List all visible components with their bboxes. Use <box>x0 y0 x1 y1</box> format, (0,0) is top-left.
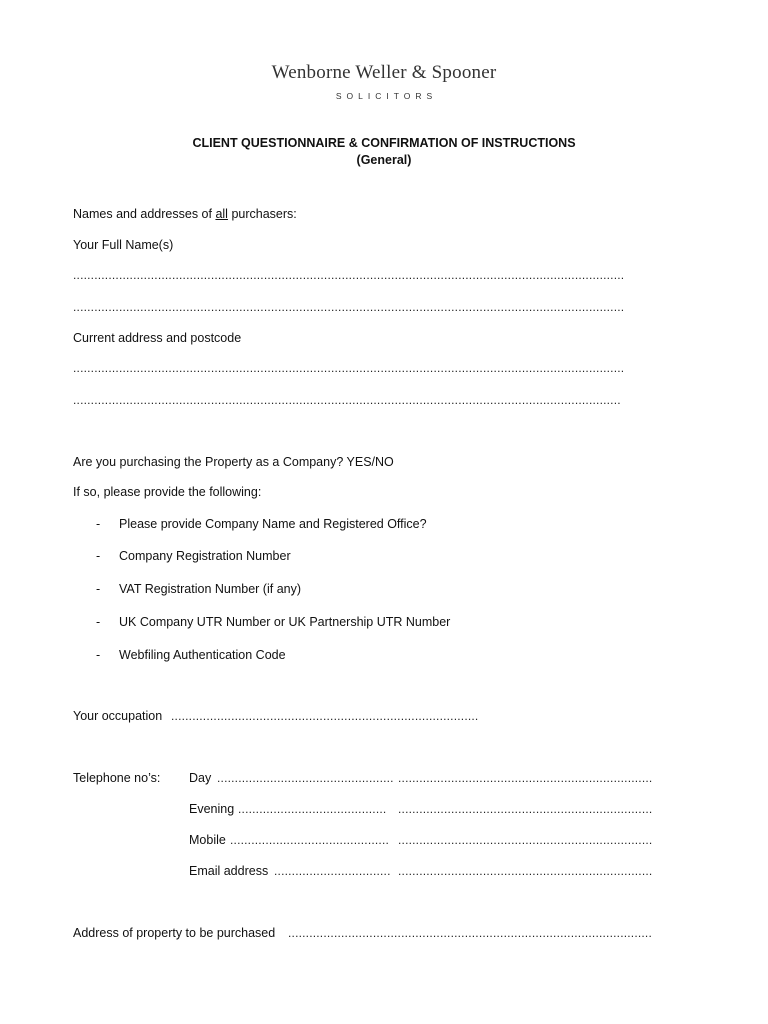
list-item-webfiling-code: Webfiling Authentication Code <box>119 648 286 662</box>
email-label: Email address <box>189 864 269 878</box>
phone-evening-line[interactable]: .......................................... <box>238 802 387 816</box>
full-name-label: Your Full Name(s) <box>73 238 174 252</box>
property-address-label: Address of property to be purchased <box>73 926 276 940</box>
list-bullet: - <box>96 549 101 563</box>
list-item-vat-number: VAT Registration Number (if any) <box>119 582 302 596</box>
email-line[interactable]: ................................. <box>274 864 391 878</box>
list-bullet: - <box>96 517 101 531</box>
list-item-registration-number: Company Registration Number <box>119 549 291 563</box>
phone-evening-label: Evening <box>189 802 235 816</box>
document-subtitle: (General) <box>356 153 412 167</box>
current-address-label: Current address and postcode <box>73 331 242 345</box>
list-bullet: - <box>96 648 101 662</box>
phone-day-line[interactable]: .................................................. <box>217 771 394 785</box>
list-bullet: - <box>96 615 101 629</box>
occupation-label: Your occupation <box>73 709 163 723</box>
property-address-line[interactable]: ....................................................................................................... <box>288 926 653 940</box>
phone-day-label: Day <box>189 771 212 785</box>
list-item-company-name: Please provide Company Name and Registered Office? <box>119 517 427 531</box>
names-addresses-label: Names and addresses of all purchasers: <box>73 207 297 221</box>
firm-logo-name: Wenborne Weller & Spooner <box>271 62 497 83</box>
phone-evening-line-extra[interactable]: ........................................................................ <box>398 802 653 816</box>
full-name-line-2[interactable]: ............................................................................................................................................................ <box>73 300 625 314</box>
email-line-extra[interactable]: ........................................................................ <box>398 864 653 878</box>
current-address-line-1[interactable]: ............................................................................................................................................................ <box>73 361 625 375</box>
phone-mobile-line-extra[interactable]: ........................................................................ <box>398 833 653 847</box>
if-so-instruction: If so, please provide the following: <box>73 485 262 499</box>
phone-mobile-line[interactable]: ............................................. <box>230 833 390 847</box>
phone-day-line-extra[interactable]: ........................................................................ <box>398 771 653 785</box>
telephone-label: Telephone no’s: <box>73 771 161 785</box>
firm-logo-subtitle: SOLICITORS <box>335 91 438 101</box>
current-address-line-2[interactable]: ........................................................................................................................................................... <box>73 393 621 407</box>
occupation-line[interactable]: ....................................................................................... <box>171 709 479 723</box>
company-purchase-question: Are you purchasing the Property as a Company? YES/NO <box>73 455 394 469</box>
list-item-utr-number: UK Company UTR Number or UK Partnership UTR Number <box>119 615 451 629</box>
full-name-line-1[interactable]: ............................................................................................................................................................ <box>73 268 625 282</box>
list-bullet: - <box>96 582 101 596</box>
phone-mobile-label: Mobile <box>189 833 226 847</box>
document-title: CLIENT QUESTIONNAIRE & CONFIRMATION OF INSTRUCTIONS <box>192 136 576 150</box>
